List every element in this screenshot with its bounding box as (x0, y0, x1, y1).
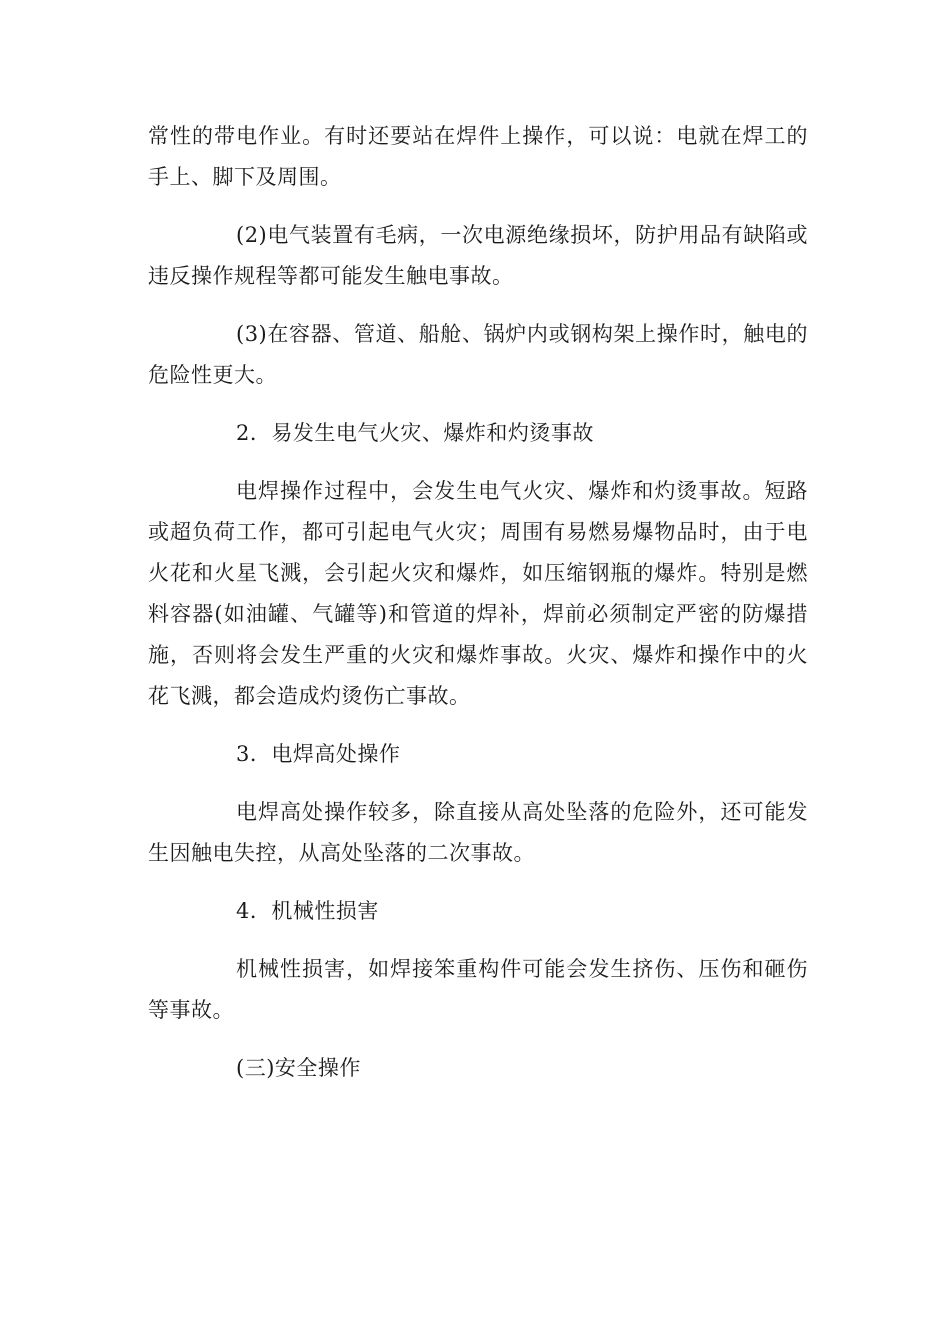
section-heading: 2．易发生电气火灾、爆炸和灼烫事故 (236, 421, 594, 445)
paragraph: 机械性损害，如焊接笨重构件可能会发生挤伤、压伤和砸伤等事故。 (148, 957, 808, 1022)
document-body (148, 116, 808, 1106)
paragraph-continued: 常性的带电作业。有时还要站在焊件上操作，可以说：电就在焊工的手上、脚下及周围。 (148, 124, 808, 189)
section-heading: 3．电焊高处操作 (236, 742, 401, 766)
section-heading: 4．机械性损害 (236, 899, 379, 923)
paragraph: (2)电气装置有毛病，一次电源绝缘损坏，防护用品有缺陷或违反操作规程等都可能发生触电事故。 (148, 223, 808, 288)
section-heading: (三)安全操作 (236, 1056, 361, 1080)
paragraph: 电焊操作过程中，会发生电气火灾、爆炸和灼烫事故。短路或超负荷工作，都可引起电气火灾；周围有易燃易爆物品时，由于电火花和火星飞溅，会引起火灾和爆炸，如压缩钢瓶的爆炸。特别是燃料容器(如油罐、气罐等)和管道的焊补，焊前必须制定严密的防爆措施，否则将会发生严重的火灾和爆炸事故。火灾、爆炸和操作中的火花飞溅，都会造成灼烫伤亡事故。 (148, 479, 808, 708)
paragraph: (3)在容器、管道、船舱、锅炉内或钢构架上操作时，触电的危险性更大。 (148, 322, 808, 387)
paragraph: 电焊高处操作较多，除直接从高处坠落的危险外，还可能发生因触电失控，从高处坠落的二次事故。 (148, 800, 808, 865)
